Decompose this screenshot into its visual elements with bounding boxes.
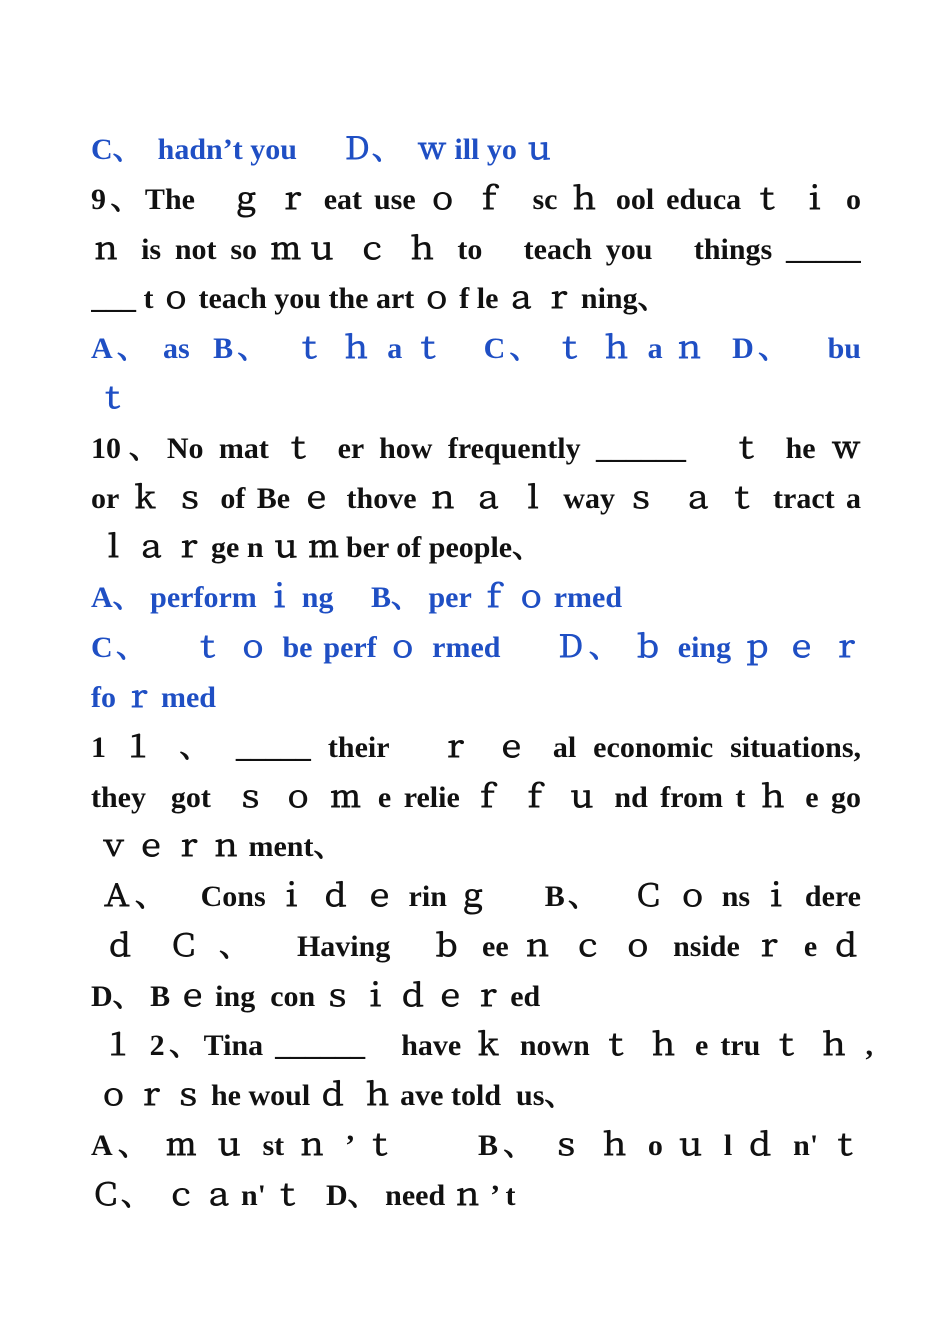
option-line-c-d-q8: C、 hadn’t you Ｄ、 ｗ ill yo ｕ: [91, 133, 555, 166]
question-10-options-a-b: A、 perform ｉ ng B、 per ｆ ｏ rmed: [91, 581, 623, 614]
question-11-line-1: 1 １ 、 _____ their ｒ ｅ al economic situations,: [91, 731, 861, 764]
question-12-line-2: ｏ ｒ ｓ he woul ｄ ｈ ave told us、: [91, 1079, 575, 1112]
question-9-options-wrap: ｔ: [91, 382, 129, 415]
question-10-line-2: or ｋ ｓ of Be ｅ thove ｎ ａ ｌ way ｓ ａ ｔ tract a: [91, 482, 861, 515]
question-11-line-2: they got ｓ ｏ ｍ e relie ｆ ｆ ｕ nd from t ｈ e go: [91, 781, 861, 814]
question-11-options-a-b: Ａ、 Cons ｉ ｄ ｅ rin ｇ B、 Ｃ ｏ ns ｉ dere: [91, 880, 861, 913]
question-10-options-wrap: fo ｒ med: [91, 681, 216, 714]
question-9-options: A、 as B、 ｔ ｈ a ｔ C、 ｔ ｈ a ｎ D、 bu: [91, 332, 861, 365]
question-10-line-1: 10、No mat ｔ er how frequently ______ ｔ he ｗ: [91, 432, 861, 465]
question-11-options-c: ｄ Ｃ 、 Having ｂ ee ｎ ｃ ｏ nside ｒ e ｄ: [91, 930, 861, 963]
question-12-line-1: １ 2、Tina ______ have ｋ nown ｔ ｈ e tru ｔ ｈ ,: [91, 1029, 873, 1062]
question-9-line-1: 9、The ｇ ｒ eat use ｏ ｆ sc ｈ ool educa ｔ ｉ o: [91, 183, 861, 216]
question-9-line-2: ｎ is not so ｍｕ ｃ ｈ to teach you things _____: [91, 233, 861, 266]
question-9-line-3: ___ t ｏ teach you the art ｏ f le ａ ｒ ning、: [91, 282, 668, 315]
question-11-line-3: ｖ ｅ ｒ ｎ ment、: [91, 830, 344, 863]
question-12-options-a-b: A、 ｍ ｕ st ｎ ’ ｔ B、 ｓ ｈ o ｕ l ｄ n' ｔ: [91, 1129, 861, 1162]
question-12-options-c-d: Ｃ、 ｃ ａ n' ｔ D、 need ｎ ’ t: [91, 1179, 516, 1212]
question-11-options-d: D、 B ｅ ing con ｓ ｉ ｄ ｅ ｒ ed: [91, 980, 541, 1013]
question-10-options-c-d: C、 ｔ ｏ be perf ｏ rmed Ｄ、 ｂ eing ｐ ｅ ｒ: [91, 631, 861, 664]
question-10-line-3: ｌ ａ ｒ ge n ｕ ｍ ber of people、: [91, 531, 543, 564]
